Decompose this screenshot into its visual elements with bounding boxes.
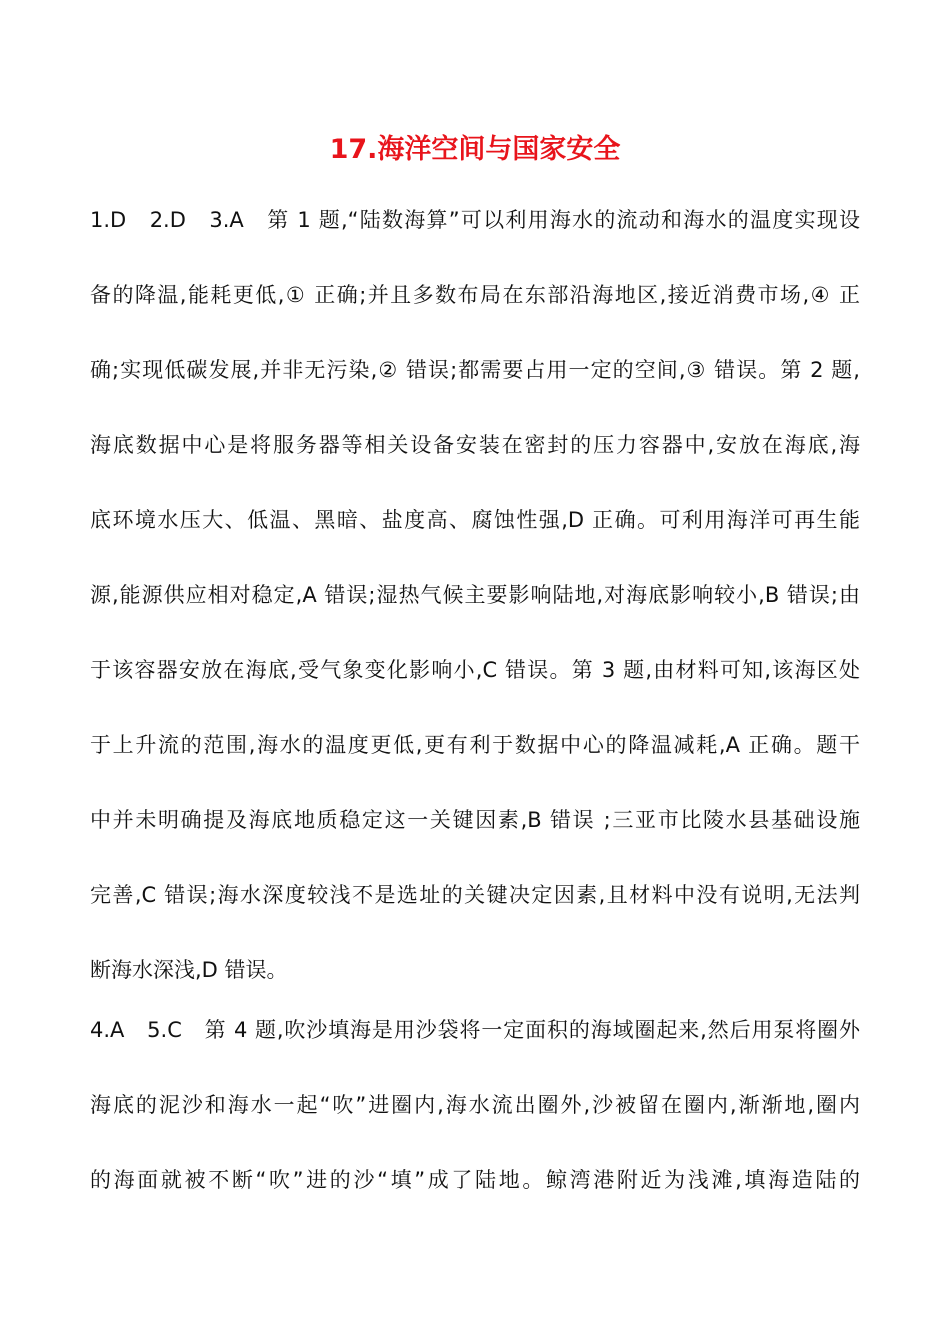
text-line: 备的降温,能耗更低,① 正确;并且多数布局在东部沿海地区,接近消费市场,④ 正 <box>90 283 860 307</box>
text-line: 于上升流的范围,海水的温度更低,更有利于数据中心的降温减耗,A 正确。题干 <box>90 733 860 757</box>
text-line: 1.D 2.D 3.A 第 1 题,“陆数海算”可以利用海水的流动和海水的温度实现设 <box>90 208 860 232</box>
text-line: 的海面就被不断“吹”进的沙“填”成了陆地。鲸湾港附近为浅滩,填海造陆的 <box>90 1168 860 1192</box>
text-line: 4.A 5.C 第 4 题,吹沙填海是用沙袋将一定面积的海域圈起来,然后用泵将圈外 <box>90 1018 860 1042</box>
text-line: 断海水深浅,D 错误。 <box>90 958 288 982</box>
text-line: 海底的泥沙和海水一起“吹”进圈内,海水流出圈外,沙被留在圈内,渐渐地,圈内 <box>90 1093 860 1117</box>
text-line: 中并未明确提及海底地质稳定这一关键因素,B 错误 ;三亚市比陵水县基础设施 <box>90 808 860 832</box>
text-line: 于该容器安放在海底,受气象变化影响小,C 错误。第 3 题,由材料可知,该海区处 <box>90 658 860 682</box>
text-line: 完善,C 错误;海水深度较浅不是选址的关键决定因素,且材料中没有说明,无法判 <box>90 883 860 907</box>
page-title: 17.海洋空间与国家安全 <box>329 134 621 165</box>
text-line: 海底数据中心是将服务器等相关设备安装在密封的压力容器中,安放在海底,海 <box>90 433 860 457</box>
text-line: 确;实现低碳发展,并非无污染,② 错误;都需要占用一定的空间,③ 错误。第 2 题, <box>90 358 860 382</box>
text-line: 源,能源供应相对稳定,A 错误;湿热气候主要影响陆地,对海底影响较小,B 错误;由 <box>90 583 860 607</box>
text-line: 底环境水压大、低温、黑暗、盐度高、腐蚀性强,D 正确。可利用海洋可再生能 <box>90 508 860 532</box>
